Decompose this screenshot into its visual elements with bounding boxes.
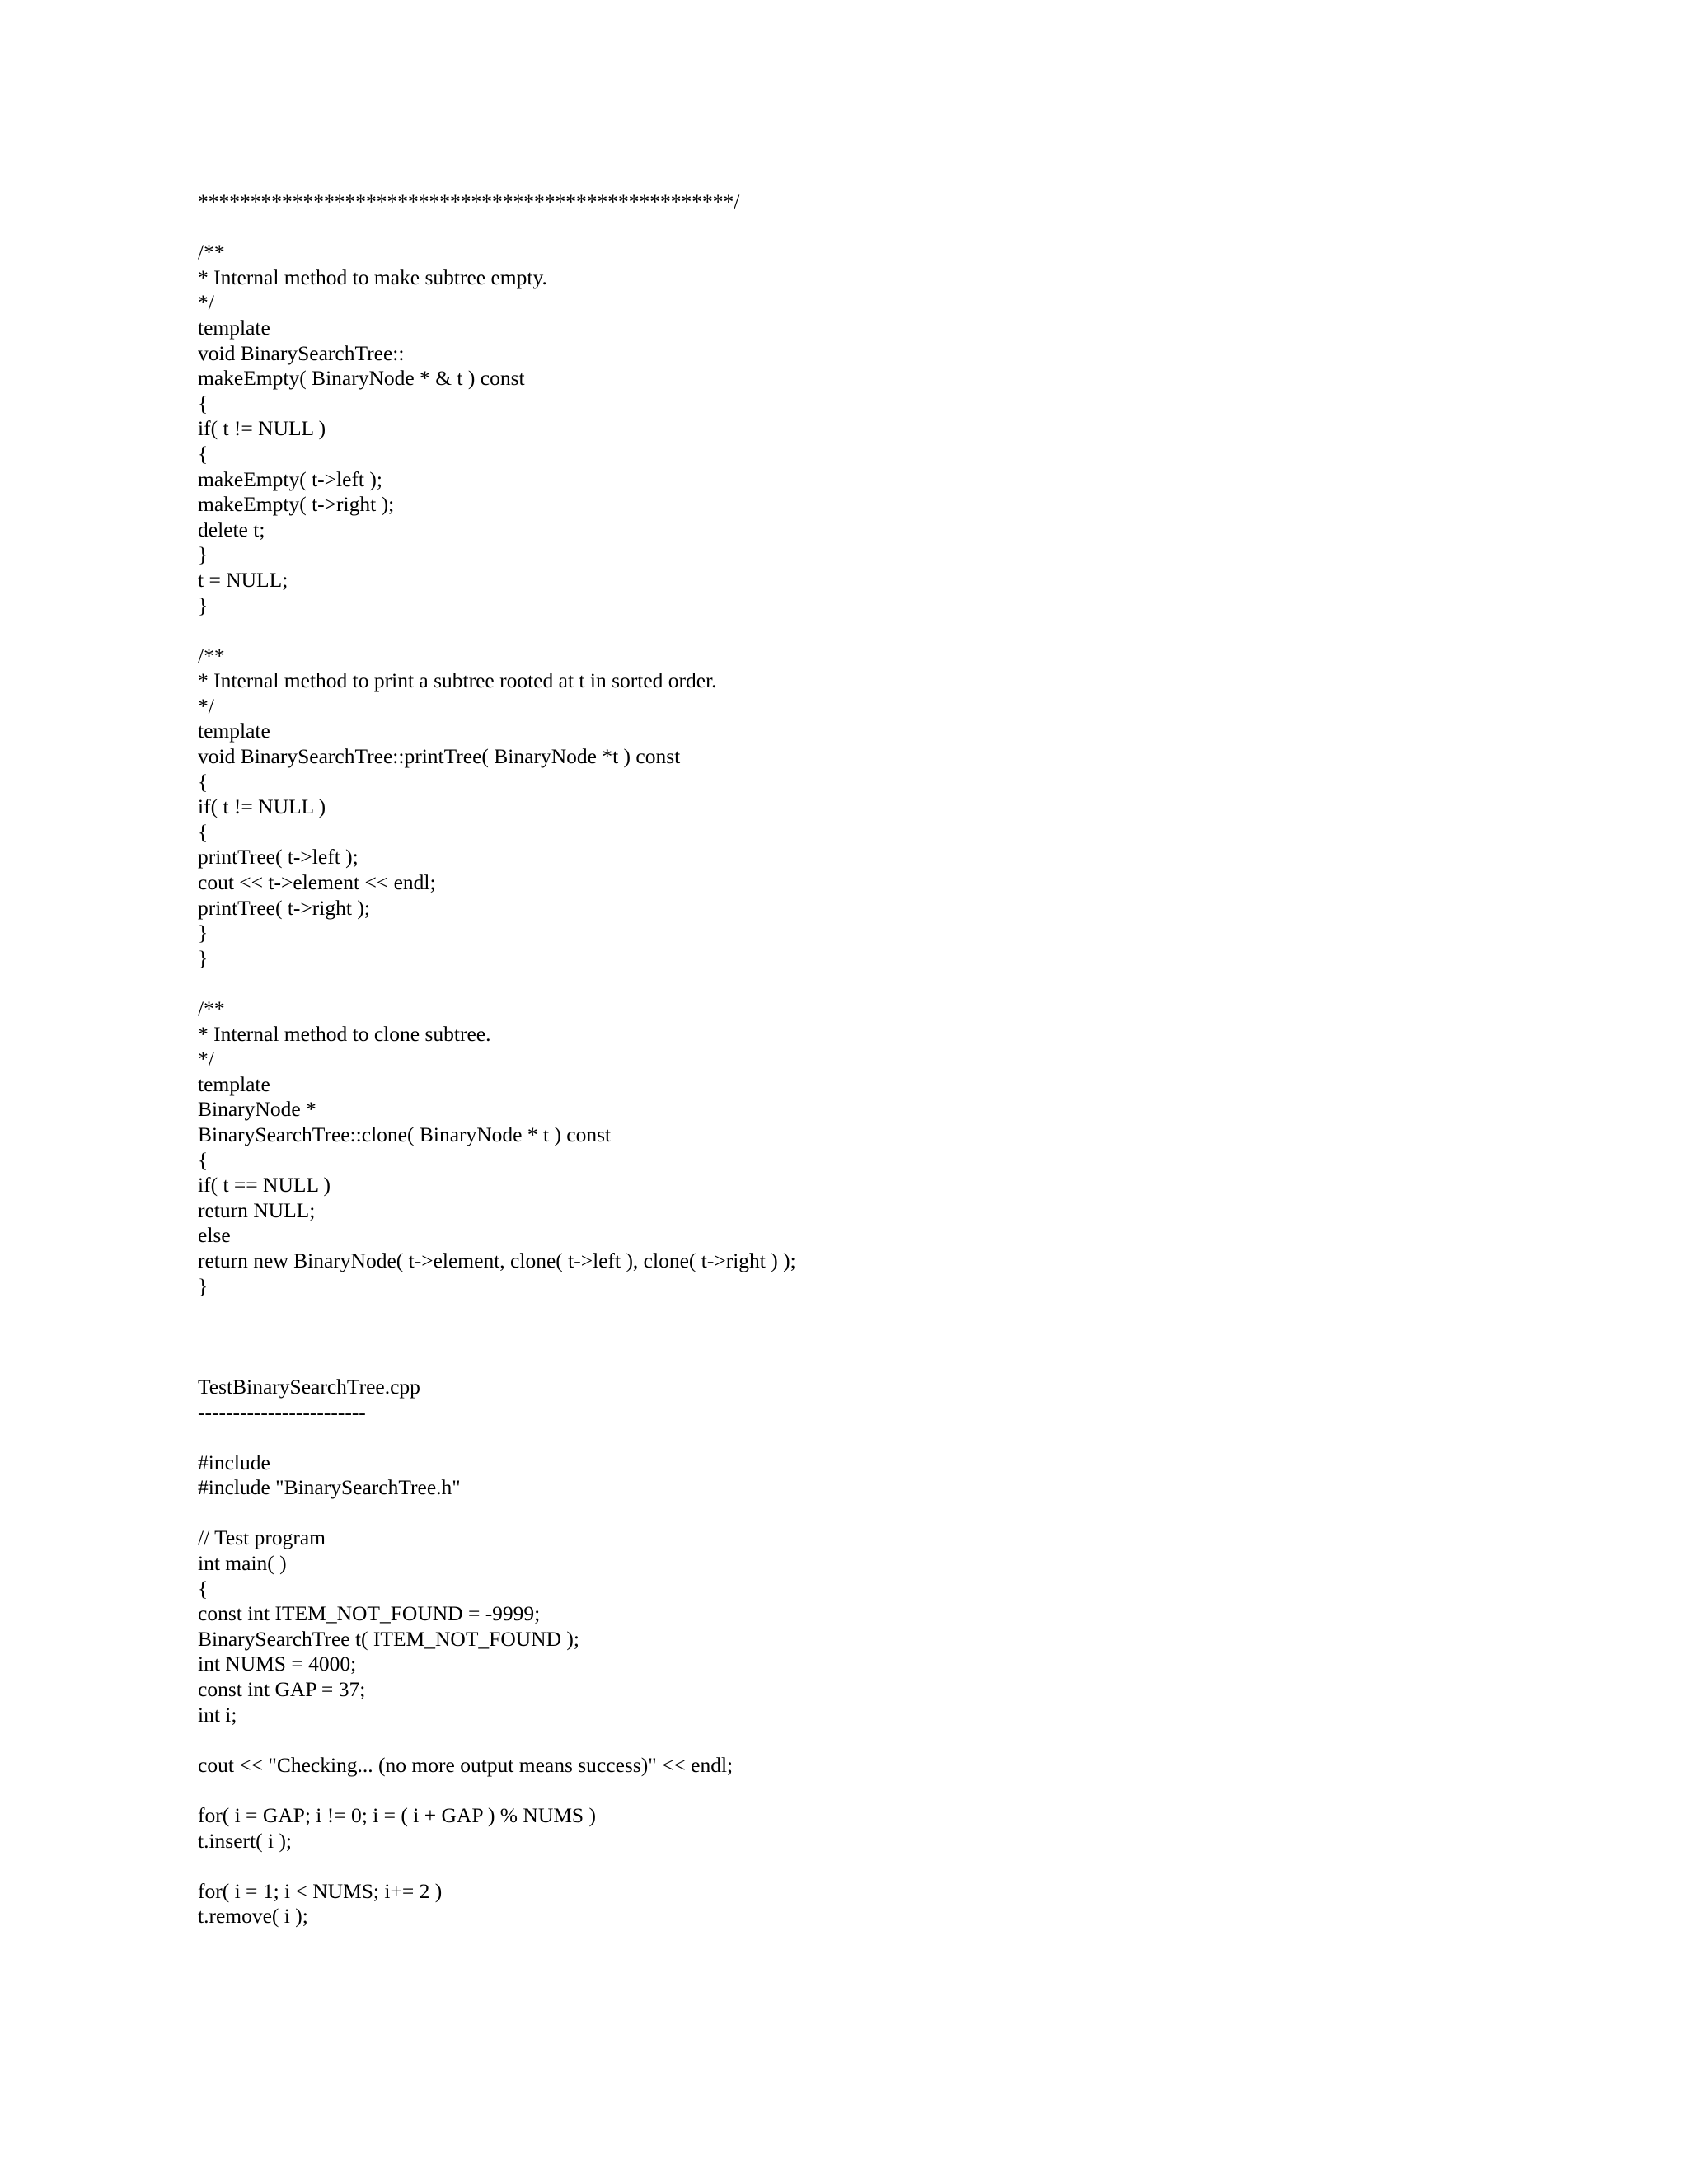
text-line: * Internal method to make subtree empty. — [198, 265, 547, 289]
blank-line — [198, 618, 1599, 644]
blank-line — [198, 1324, 1599, 1350]
blank-line — [198, 1299, 1599, 1324]
text-line: * Internal method to clone subtree. — [198, 1021, 491, 1046]
text-line: BinarySearchTree t( ITEM_NOT_FOUND ); — [198, 1626, 579, 1651]
text-line: void BinarySearchTree:: — [198, 340, 405, 365]
file-title: TestBinarySearchTree.cpp — [198, 1374, 420, 1399]
text-line: int i; — [198, 1702, 237, 1727]
text-line: } — [198, 945, 209, 970]
text-line: } — [198, 921, 209, 945]
text-line: ***************************************************/ — [198, 190, 740, 213]
blank-line — [198, 1349, 1599, 1375]
text-line: #include — [198, 1450, 270, 1474]
text-line: { — [198, 769, 209, 794]
text-line: t.remove( i ); — [198, 1904, 308, 1929]
text-line: /** — [198, 240, 225, 265]
text-line: */ — [198, 1047, 214, 1071]
text-line: } — [198, 1273, 209, 1298]
text-line: * Internal method to print a subtree rooted at t in sorted order. — [198, 668, 717, 693]
text-line: template — [198, 315, 270, 340]
text-line: BinarySearchTree::clone( BinaryNode * t ) const — [198, 1122, 612, 1146]
text-line: template — [198, 719, 270, 743]
text-line: cout << "Checking... (no more output means success)" << endl; — [198, 1752, 734, 1777]
text-line: { — [198, 391, 209, 415]
title-underline: ------------------------ — [198, 1399, 366, 1424]
blank-line — [198, 1778, 1599, 1803]
text-line: { — [198, 1147, 209, 1172]
text-line: makeEmpty( BinaryNode * & t ) const — [198, 366, 525, 391]
text-line: if( t != NULL ) — [198, 794, 326, 819]
text-line: int NUMS = 4000; — [198, 1652, 357, 1676]
text-line: return new BinaryNode( t->element, clone( t->left ), clone( t->right ) ); — [198, 1248, 796, 1272]
text-line: #include "BinarySearchTree.h" — [198, 1475, 461, 1500]
blank-line — [198, 215, 1599, 241]
code-listing — [198, 190, 1599, 1929]
blank-line — [198, 1425, 1599, 1451]
text-line: makeEmpty( t->left ); — [198, 466, 382, 491]
text-line: /** — [198, 643, 225, 668]
text-line: */ — [198, 290, 214, 315]
text-line: // Test program — [198, 1526, 326, 1550]
text-line: { — [198, 819, 209, 844]
text-line: { — [198, 441, 209, 466]
text-line: const int GAP = 37; — [198, 1677, 366, 1702]
text-line: int main( ) — [198, 1551, 287, 1576]
blank-line — [198, 1854, 1599, 1879]
text-line: void BinarySearchTree::printTree( BinaryNode *t ) const — [198, 744, 681, 769]
text-line: } — [198, 542, 209, 567]
text-line: const int ITEM_NOT_FOUND = -9999; — [198, 1601, 541, 1626]
text-line: if( t == NULL ) — [198, 1173, 331, 1197]
text-line: } — [198, 593, 209, 617]
text-line: BinaryNode * — [198, 1097, 316, 1122]
text-line: t.insert( i ); — [198, 1828, 293, 1853]
text-line: t = NULL; — [198, 567, 288, 592]
text-line: */ — [198, 693, 214, 718]
blank-line — [198, 971, 1599, 996]
text-line: printTree( t->left ); — [198, 845, 359, 869]
text-line: cout << t->element << endl; — [198, 870, 436, 895]
text-line: if( t != NULL ) — [198, 416, 326, 441]
text-line: /** — [198, 996, 225, 1020]
text-line: else — [198, 1223, 231, 1248]
blank-line — [198, 1727, 1599, 1753]
text-line: for( i = GAP; i != 0; i = ( i + GAP ) % NUMS ) — [198, 1803, 596, 1827]
text-line: printTree( t->right ); — [198, 895, 370, 920]
text-line: delete t; — [198, 517, 265, 541]
text-line: template — [198, 1071, 270, 1096]
text-line: makeEmpty( t->right ); — [198, 492, 395, 517]
blank-line — [198, 1501, 1599, 1526]
text-line: for( i = 1; i < NUMS; i+= 2 ) — [198, 1878, 443, 1903]
text-line: return NULL; — [198, 1197, 316, 1222]
text-line: { — [198, 1576, 209, 1601]
